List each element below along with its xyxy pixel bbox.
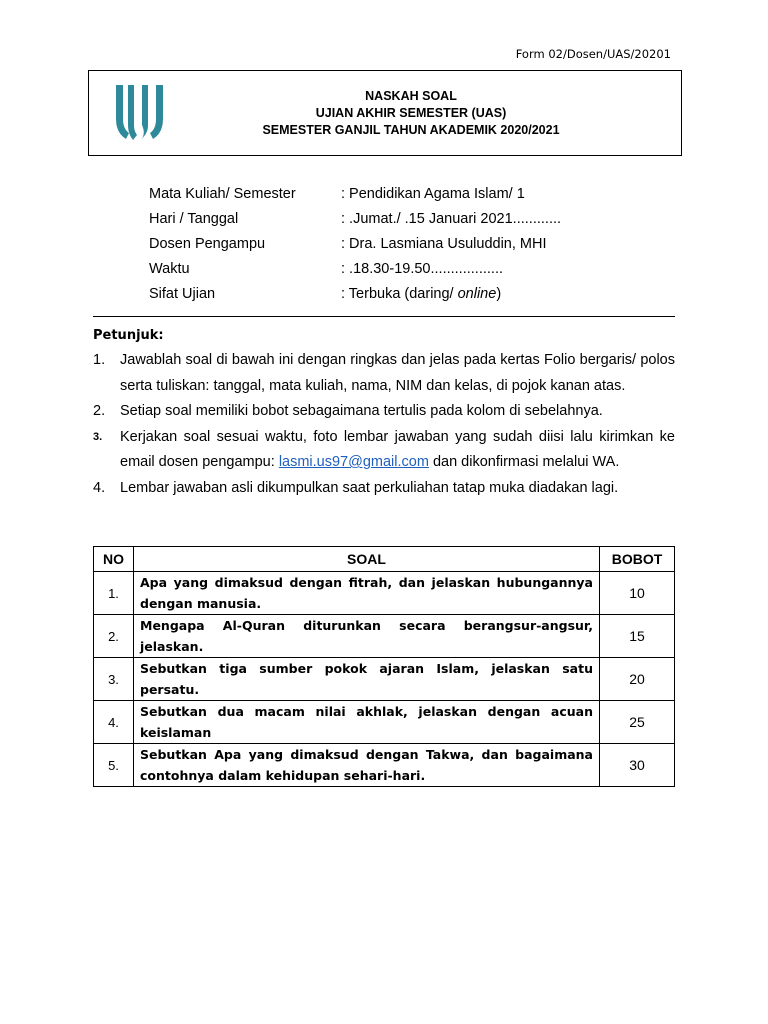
info-label: Dosen Pengampu [149,236,266,252]
instruction-text: Jawablah soal di bawah ini dengan ringkas dan jelas pada kertas Folio bergaris/ polos serta tuliskan: tanggal, mata kuliah, nama, NIM dan kelas, di pojok kanan atas. [120,352,675,394]
instruction-number: 4. [93,479,106,496]
form-code: Form 02/Dosen/UAS/20201 [515,47,671,61]
info-value [341,282,501,307]
table-row [94,744,675,787]
instruction-number: 3. [93,430,103,443]
column-header-bobot: BOBOT [600,547,675,572]
instructions-title: Petunjuk: [93,328,164,343]
table-row [94,572,675,615]
instruction-text [120,425,675,476]
instructions [93,326,675,501]
header-title-1: NASKAH SOAL [365,89,457,103]
info-row-time [149,257,561,282]
table-row [94,701,675,744]
question-number: 3. [94,658,134,701]
instruction-text: Setiap soal memiliki bobot sebagaimana tertulis pada kolom di sebelahnya. [120,403,603,419]
question-text: Mengapa Al-Quran diturunkan secara berangsur-angsur, jelaskan. [134,615,600,658]
info-value: : Dra. Lasmiana Usuluddin, MHI [341,236,547,252]
course-info [149,182,561,307]
info-label: Hari / Tanggal [149,211,239,227]
info-value-italic: online [457,286,497,302]
instruction-text-before: Kerjakan soal sesuai waktu, foto lembar jawaban yang sudah diisi lalu kirimkan ke email dosen pengampu: [120,428,675,470]
info-label: Waktu [149,261,190,277]
instruction-text-after: dan dikonfirmasi melalui WA. [428,454,620,470]
table-row [94,615,675,658]
question-text: Apa yang dimaksud dengan fitrah, dan jelaskan hubungannya dengan manusia. [134,572,600,615]
question-weight: 10 [600,572,675,615]
question-text: Sebutkan dua macam nilai akhlak, jelaskan dengan acuan keislaman [134,701,600,744]
header-title-2: UJIAN AKHIR SEMESTER (UAS) [315,106,507,120]
instruction-number: 1. [93,352,106,368]
question-number: 1. [94,572,134,615]
header-title-3: SEMESTER GANJIL TAHUN AKADEMIK 2020/2021 [262,123,560,137]
info-row-date [149,207,561,232]
info-value: : .Jumat./ .15 Januari 2021............ [341,211,562,227]
instruction-text: Lembar jawaban asli dikumpulkan saat perkuliahan tatap muka diadakan lagi. [120,479,619,496]
info-row-course [149,182,561,207]
table-header-row [94,547,675,572]
table-row [94,658,675,701]
info-row-lecturer [149,232,561,257]
instruction-item [93,348,675,399]
info-label: Sifat Ujian [149,286,216,302]
info-value: : .18.30-19.50.................. [341,261,503,277]
question-number: 4. [94,701,134,744]
lecturer-email-link[interactable]: lasmi.us97@gmail.com [278,454,429,470]
info-row-exam-type [149,282,561,307]
question-text: Sebutkan Apa yang dimaksud dengan Takwa, dan bagaimana contohnya dalam kehidupan sehari-hari. [134,744,600,787]
column-header-soal: SOAL [134,547,600,572]
info-value-suffix: ) [496,286,502,302]
question-number: 5. [94,744,134,787]
exam-header [88,70,682,156]
question-table [93,546,675,787]
question-weight: 15 [600,615,675,658]
instruction-item [93,425,675,476]
question-number: 2. [94,615,134,658]
instruction-item [93,399,675,425]
instruction-item [93,476,675,502]
question-weight: 25 [600,701,675,744]
info-label: Mata Kuliah/ Semester [149,186,296,202]
column-header-no: NO [94,547,134,572]
info-value: : Pendidikan Agama Islam/ 1 [341,186,525,202]
question-text: Sebutkan tiga sumber pokok ajaran Islam, jelaskan satu persatu. [134,658,600,701]
question-weight: 20 [600,658,675,701]
divider [93,316,675,317]
instruction-number: 2. [93,403,106,419]
info-value-prefix: : Terbuka (daring/ [341,286,458,302]
question-weight: 30 [600,744,675,787]
